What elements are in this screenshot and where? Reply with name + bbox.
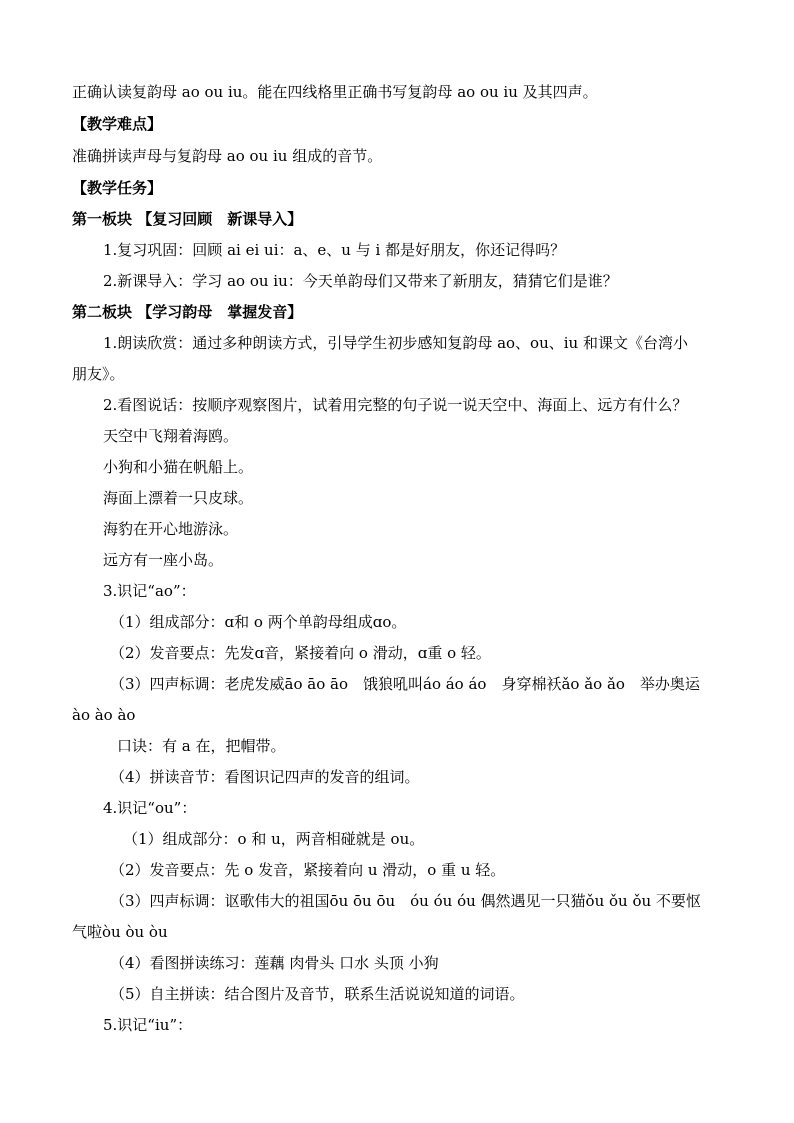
ao-tones: （3）四声标调：老虎发威āo āo āo 饿狼吼叫áo áo áo 身穿棉袄ǎo ǎo ǎo 举办奥运 — [110, 675, 700, 693]
heading-teaching-difficulty: 【教学难点】 — [72, 115, 163, 133]
ou-self-practice: （5）自主拼读：结合图片及音节，联系生活说说知道的词语。 — [110, 985, 525, 1003]
ao-composition: （1）组成部分：ɑ和 o 两个单韵母组成ɑo。 — [110, 613, 407, 631]
ou-picture-practice: （4）看图拼读练习：莲藕 肉骨头 口水 头顶 小狗 — [110, 954, 439, 972]
reading-item-continued: 朋友》。 — [72, 365, 125, 383]
difficulty-text: 准确拼读声母与复韵母 ao ou iu 组成的音节。 — [72, 147, 383, 165]
objective-line: 正确认读复韵母 ao ou iu。能在四线格里正确书写复韵母 ao ou iu 及其四声。 — [72, 83, 598, 101]
section-one-heading: 第一板块 【复习回顾 新课导入】 — [72, 210, 303, 228]
heading-teaching-tasks: 【教学任务】 — [72, 179, 163, 197]
sentence-island: 远方有一座小岛。 — [103, 551, 224, 569]
ao-tones-continued: ào ào ào — [72, 706, 136, 724]
ou-heading: 4.识记“ou”： — [103, 799, 197, 817]
ao-mnemonic: 口诀：有 a 在，把帽带。 — [117, 737, 286, 755]
ou-tones: （3）四声标调：讴歌伟大的祖国ōu ōu ōu óu óu óu 偶然遇见一只猫ǒu ǒu ǒu 不要怄 — [110, 892, 701, 910]
ao-pronunciation: （2）发音要点：先发ɑ音，紧接着向 o 滑动，ɑ重 o 轻。 — [110, 644, 491, 662]
iu-heading: 5.识记“iu”： — [103, 1016, 193, 1034]
reading-item: 1.朗读欣赏：通过多种朗读方式，引导学生初步感知复韵母 ao、ou、iu 和课文《台湾小 — [103, 334, 688, 352]
sentence-seal: 海豹在开心地游泳。 — [103, 520, 239, 538]
ao-syllables: （4）拼读音节：看图识记四声的发音的组词。 — [110, 768, 420, 786]
intro-item: 2.新课导入：学习 ao ou iu：今天单韵母们又带来了新朋友，猜猜它们是谁？ — [103, 272, 618, 290]
ou-composition: （1）组成部分：o 和 u，两音相碰就是 ou。 — [123, 830, 425, 848]
review-item: 1.复习巩固：回顾 ai ei ui：a、e、u 与 i 都是好朋友，你还记得吗？ — [103, 241, 566, 259]
sentence-ball: 海面上漂着一只皮球。 — [103, 489, 254, 507]
sentence-boat: 小狗和小猫在帆船上。 — [103, 458, 254, 476]
ou-pronunciation: （2）发音要点：先 o 发音，紧接着向 u 滑动，o 重 u 轻。 — [110, 861, 506, 879]
picture-talk-item: 2.看图说话：按顺序观察图片，试着用完整的句子说一说天空中、海面上、远方有什么？ — [103, 396, 688, 414]
section-two-heading: 第二板块 【学习韵母 掌握发音】 — [72, 303, 303, 321]
sentence-sky: 天空中飞翔着海鸥。 — [103, 427, 239, 445]
ao-heading: 3.识记“ao”： — [103, 582, 196, 600]
ou-tones-continued: 气啦òu òu òu — [72, 923, 168, 941]
